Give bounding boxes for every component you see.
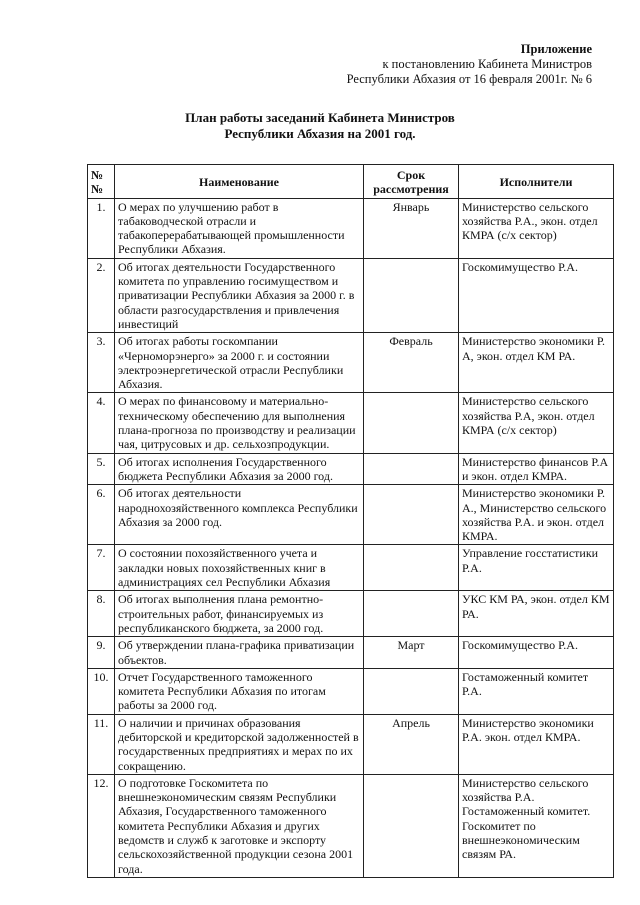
table-row bbox=[88, 714, 614, 774]
row-executors: Министерство сельского хозяйства Р.А. Гостаможенный комитет. Госкомитет по внешнеэкономическим связям РА. bbox=[459, 774, 614, 877]
row-term bbox=[364, 453, 459, 485]
document-title bbox=[0, 110, 640, 142]
document-title-line-2: Республики Абхазия на 2001 год. bbox=[224, 126, 416, 141]
table-row bbox=[88, 774, 614, 877]
row-executors: Министерство экономики Р. А., Министерство сельского хозяйства Р.А. и экон. отдел КМРА. bbox=[459, 485, 614, 545]
row-term: Апрель bbox=[364, 714, 459, 774]
row-name: Об итогах работы госкомпании «Черноморэнерго» за 2000 г. и состоянии электроэнергетической отрасли Республики Абхазия. bbox=[115, 333, 364, 393]
work-plan-table bbox=[87, 164, 614, 878]
row-name: О состоянии похозяйственного учета и закладки новых похозяйственных книг в администрациях сел Республики Абхазия bbox=[115, 545, 364, 591]
row-number: 2. bbox=[88, 258, 115, 332]
table-body bbox=[88, 198, 614, 877]
table-row bbox=[88, 333, 614, 393]
row-name: Отчет Государственного таможенного комитета Республики Абхазия по итогам работы за 2000 год. bbox=[115, 668, 364, 714]
row-term bbox=[364, 485, 459, 545]
appendix-line-2: Республики Абхазия от 16 февраля 2001г. № 6 bbox=[346, 72, 592, 86]
row-name: Об итогах деятельности Государственного комитета по управлению госимуществом и приватизации Республики Абхазия за 2000 г. в области разгосударствления и привлечения инвестиций bbox=[115, 258, 364, 332]
table-row bbox=[88, 258, 614, 332]
row-number: 6. bbox=[88, 485, 115, 545]
row-term bbox=[364, 668, 459, 714]
row-name: О мерах по улучшению работ в табаководческой отрасли и табакоперерабатывающей промышленности Республики Абхазия. bbox=[115, 198, 364, 258]
table-row bbox=[88, 637, 614, 669]
header-number: № № bbox=[88, 165, 115, 199]
table-row bbox=[88, 545, 614, 591]
row-number: 8. bbox=[88, 591, 115, 637]
row-name: Об итогах выполнения плана ремонтно-строительных работ, финансируемых из республиканского бюджета, за 2000 год. bbox=[115, 591, 364, 637]
row-executors: Министерство сельского хозяйства Р.А, экон. отдел КМРА (с/х сектор) bbox=[459, 393, 614, 453]
row-term bbox=[364, 393, 459, 453]
row-number: 9. bbox=[88, 637, 115, 669]
row-name: О мерах по финансовому и материально-техническому обеспечению для выполнения плана-прогноза по производству и реализации чая, цитрусовых и др. сельхозпродукции. bbox=[115, 393, 364, 453]
row-number: 4. bbox=[88, 393, 115, 453]
row-executors: Управление госстатистики Р.А. bbox=[459, 545, 614, 591]
row-number: 11. bbox=[88, 714, 115, 774]
row-term: Январь bbox=[364, 198, 459, 258]
row-term bbox=[364, 258, 459, 332]
header-name: Наименование bbox=[115, 165, 364, 199]
row-term bbox=[364, 545, 459, 591]
appendix-line-1: к постановлению Кабинета Министров bbox=[382, 57, 592, 71]
row-term bbox=[364, 774, 459, 877]
table-row bbox=[88, 198, 614, 258]
row-executors: Министерство сельского хозяйства Р.А., экон. отдел КМРА (с/х сектор) bbox=[459, 198, 614, 258]
row-number: 7. bbox=[88, 545, 115, 591]
row-name: Об утверждении плана-графика приватизации объектов. bbox=[115, 637, 364, 669]
row-name: Об итогах исполнения Государственного бюджета Республики Абхазия за 2000 год. bbox=[115, 453, 364, 485]
row-number: 5. bbox=[88, 453, 115, 485]
table-row bbox=[88, 668, 614, 714]
row-number: 3. bbox=[88, 333, 115, 393]
row-executors: Госкомимущество Р.А. bbox=[459, 258, 614, 332]
row-executors: Министерство финансов Р.А и экон. отдел КМРА. bbox=[459, 453, 614, 485]
row-number: 12. bbox=[88, 774, 115, 877]
appendix-block bbox=[347, 42, 592, 87]
table-row bbox=[88, 591, 614, 637]
row-executors: Госкомимущество Р.А. bbox=[459, 637, 614, 669]
header-term: Срок рассмотрения bbox=[364, 165, 459, 199]
header-executors: Исполнители bbox=[459, 165, 614, 199]
row-number: 1. bbox=[88, 198, 115, 258]
table-header-row bbox=[88, 165, 614, 199]
table-row bbox=[88, 393, 614, 453]
table-row bbox=[88, 485, 614, 545]
row-executors: УКС КМ РА, экон. отдел КМ РА. bbox=[459, 591, 614, 637]
row-executors: Министерство экономики Р. А, экон. отдел КМ РА. bbox=[459, 333, 614, 393]
row-name: О наличии и причинах образования дебиторской и кредиторской задолженностей в государственных предприятиях и мерах по их сокращению. bbox=[115, 714, 364, 774]
row-term: Март bbox=[364, 637, 459, 669]
row-term: Февраль bbox=[364, 333, 459, 393]
document-title-line-1: План работы заседаний Кабинета Министров bbox=[185, 110, 455, 125]
row-number: 10. bbox=[88, 668, 115, 714]
row-executors: Министерство экономики Р.А. экон. отдел КМРА. bbox=[459, 714, 614, 774]
row-name: Об итогах деятельности народнохозяйственного комплекса Республики Абхазия за 2000 год. bbox=[115, 485, 364, 545]
appendix-heading: Приложение bbox=[520, 42, 592, 56]
row-executors: Гостаможенный комитет Р.А. bbox=[459, 668, 614, 714]
table-row bbox=[88, 453, 614, 485]
row-term bbox=[364, 591, 459, 637]
row-name: О подготовке Госкомитета по внешнеэкономическим связям Республики Абхазия, Государственного таможенного комитета Республики Абхазия и других ведомств и служб к заготовке и экспорту сельскохозяйственной продукции сезона 2001 года. bbox=[115, 774, 364, 877]
